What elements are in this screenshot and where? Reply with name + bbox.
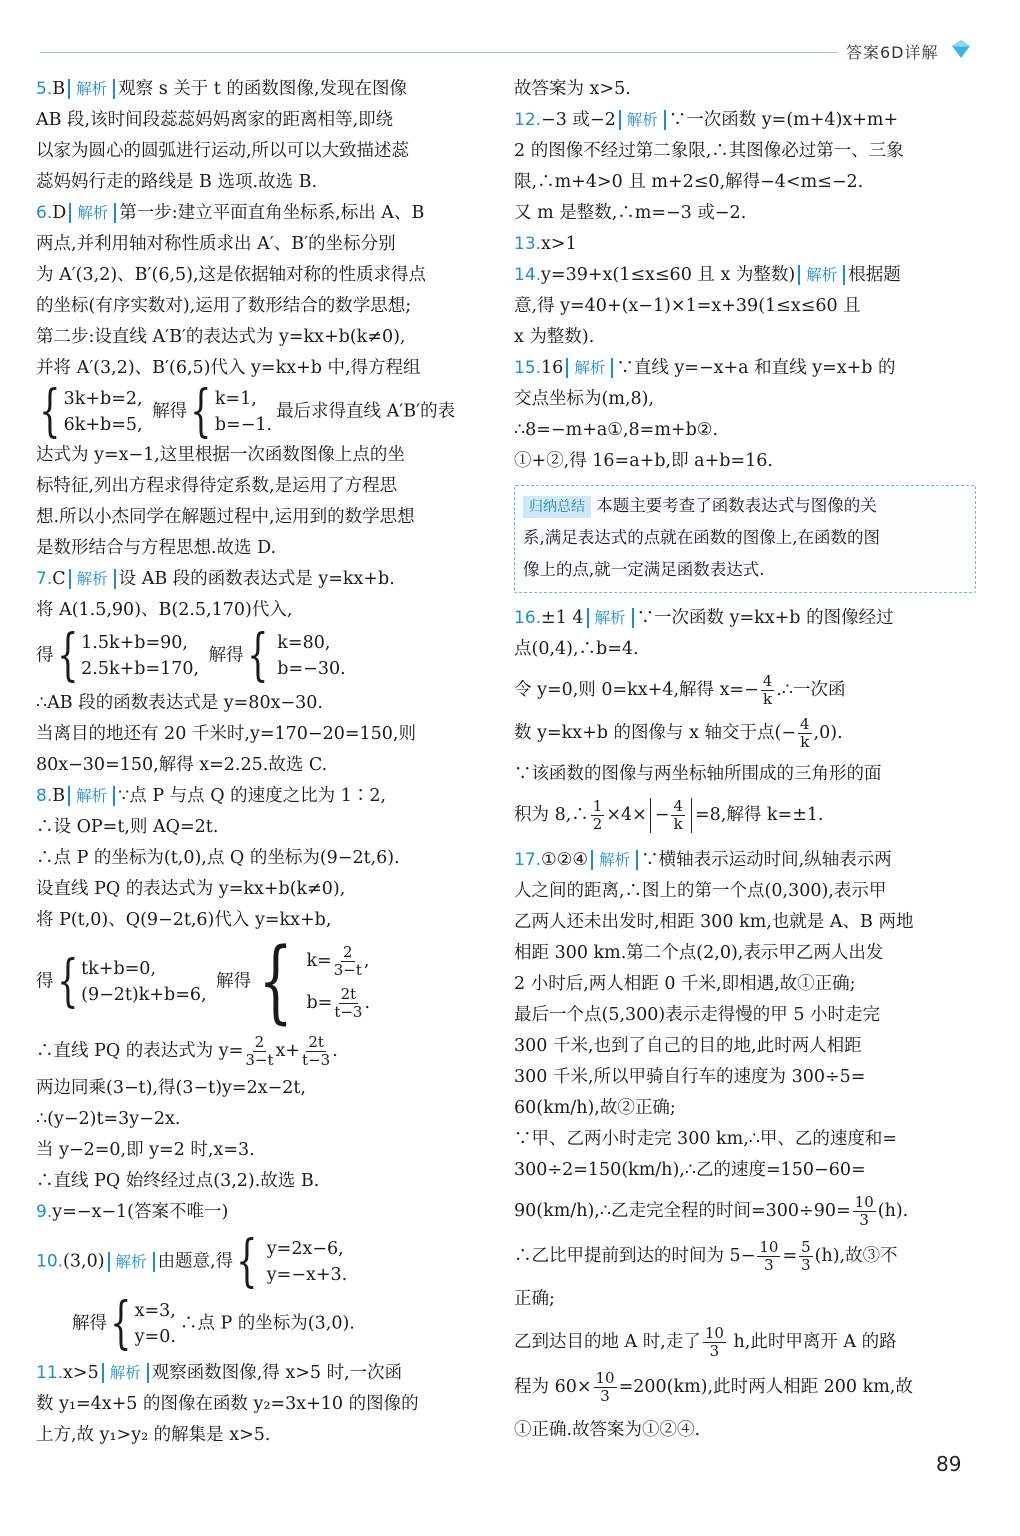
q8-line-expression: ∴直线 PQ 的表达式为 y= $\frac{2}{3-t}$ x+ $\frac{2t}{t-3}$ .	[36, 1033, 338, 1069]
question-number: 5.	[36, 79, 53, 99]
analysis-tag: 解析	[102, 1363, 149, 1383]
text-line: ∵甲、乙两小时走完 300 km,∴甲、乙的速度和=	[514, 1129, 898, 1149]
header-rule	[40, 52, 838, 53]
text-line: 300 千米,也到了自己的目的地,此时两人相距	[514, 1036, 862, 1056]
text-line: 将 A(1.5,90)、B(2.5,170)代入,	[36, 600, 293, 620]
text-line: 达式为 y=x−1,这里根据一次函数图像上点的坐	[36, 445, 405, 465]
text-line: 当离目的地还有 20 千米时,y=170−20=150,则	[36, 724, 416, 744]
summary-tag: 归纳总结	[523, 496, 591, 518]
text-line: 80x−30=150,解得 x=2.25.故选 C.	[36, 755, 328, 775]
question-number: 16.	[514, 608, 542, 628]
text-line: x 为整数).	[514, 327, 595, 347]
analysis-tag: 解析	[68, 79, 115, 99]
text-line: 17.①②④ 解析 ∵横轴表示运动时间,纵轴表示两	[514, 850, 892, 870]
text-line: 12.−3 或−2 解析 ∵一次函数 y=(m+4)x+m+	[514, 110, 899, 130]
analysis-tag: 解析	[566, 358, 613, 378]
text-line: 蕊妈妈行走的路线是 B 选项.故选 B.	[36, 172, 318, 192]
text-line: 是数形结合与方程思想.故选 D.	[36, 538, 277, 558]
analysis-tag: 解析	[69, 569, 116, 589]
text-line: 6.D 解析 第一步:建立平面直角坐标系,标出 A、B	[36, 203, 425, 223]
analysis-tag: 解析	[798, 265, 845, 285]
text-line: 两边同乘(3−t),得(3−t)y=2x−2t,	[36, 1078, 306, 1098]
analysis-tag: 解析	[591, 850, 638, 870]
text-line: 13.x>1	[514, 234, 577, 254]
text-line: 故答案为 x>5.	[514, 79, 631, 99]
q6-system-line: { 3k+b=2, 6k+b=5, 解得{ k=1, b=−1. 最后求得直线 A′B′的表	[39, 379, 456, 444]
text-line: 点(0,4),∴b=4.	[514, 639, 639, 659]
q7-system-line: 得{ 1.5k+b=90, 2.5k+b=170, 解得{ k=80, b=−30.	[36, 623, 346, 688]
right-column	[514, 74, 976, 1452]
text-line: 以家为圆心的圆弧进行运动,所以可以大致描述蕊	[36, 141, 410, 161]
question-number: 9.	[36, 1202, 53, 1222]
text-line: 并将 A′(3,2)、B′(6,5)代入 y=kx+b 中,得方程组	[36, 358, 421, 378]
text-line: 60(km/h),故②正确;	[514, 1098, 676, 1118]
q17-line-f: ①正确.故答案为①②④.	[514, 1420, 701, 1440]
text-line: 数 y₁=4x+5 的图像在函数 y₂=3x+10 的图像的	[36, 1394, 419, 1414]
text-line: ∴AB 段的函数表达式是 y=80x−30.	[36, 693, 323, 713]
analysis-tag: 解析	[69, 203, 116, 223]
left-column	[36, 74, 496, 1451]
q17-line-a: 90(km/h),∴乙走完全程的时间=300÷90= $\frac{10}{3}$ (h).	[514, 1193, 909, 1229]
summary-box: 归纳总结 本题主要考查了函数表达式与图像的关 系,满足表达式的点就在函数的图像上,在函数的图 像上的点,就一定满足函数表达式.	[514, 485, 976, 593]
q16-line-3: ∵该函数的图像与两坐标轴所围成的三角形的面	[514, 764, 882, 784]
text-line: ∴点 P 的坐标为(t,0),点 Q 的坐标为(9−2t,6).	[36, 848, 400, 868]
text-line: 15.16 解析 ∵直线 y=−x+a 和直线 y=x+b 的	[514, 358, 896, 378]
question-number: 7.	[36, 569, 53, 589]
text-line: 7.C 解析 设 AB 段的函数表达式是 y=kx+b.	[36, 569, 395, 589]
text-line: 标特征,列出方程求得待定系数,是运用了方程思	[36, 476, 398, 496]
analysis-tag: 解析	[587, 608, 634, 628]
text-line: 人之间的距离,∴图上的第一个点(0,300),表示甲	[514, 881, 887, 901]
question-number: 12.	[514, 110, 542, 130]
q17-line-c: 正确;	[514, 1289, 555, 1309]
text-line: ∴直线 PQ 始终经过点(3,2).故选 B.	[36, 1171, 320, 1191]
q17-line-b: ∴乙比甲提前到达的时间为 5− $\frac{10}{3}$ = $\frac{5}{3}$ (h),故③不	[514, 1238, 898, 1274]
text-line: 14.y=39+x(1≤x≤60 且 x 为整数) 解析 根据题	[514, 265, 901, 285]
text-line: 意,得 y=40+(x−1)×1=x+39(1≤x≤60 且	[514, 296, 861, 316]
text-line: 300÷2=150(km/h),∴乙的速度=150−60=	[514, 1160, 866, 1180]
page-number: 89	[936, 1452, 962, 1476]
q17-line-e: 程为 60× $\frac{10}{3}$ =200(km),此时两人相距 200 km,故	[514, 1369, 913, 1405]
text-line: 相距 300 km.第二个点(2,0),表示甲乙两人出发	[514, 943, 884, 963]
q17-line-d: 乙到达目的地 A 时,走了 $\frac{10}{3}$ h,此时甲离开 A 的路	[514, 1324, 897, 1360]
question-number: 13.	[514, 234, 542, 254]
question-number: 11.	[36, 1363, 64, 1383]
text-line: ∴设 OP=t,则 AQ=2t.	[36, 817, 219, 837]
question-number: 8.	[36, 786, 53, 806]
text-line: 当 y−2=0,即 y=2 时,x=3.	[36, 1140, 255, 1160]
q10-line: 10.(3,0) 解析 由题意,得{ y=2x−6, y=−x+3.	[36, 1229, 348, 1294]
text-line: 限,∴m+4>0 且 m+2≤0,解得−4<m≤−2.	[514, 172, 864, 192]
text-line: 想.所以小杰同学在解题过程中,运用到的数学思想	[36, 507, 415, 527]
text-line: 将 P(t,0)、Q(9−2t,6)代入 y=kx+b,	[36, 910, 332, 930]
question-number: 6.	[36, 203, 53, 223]
text-line: 又 m 是整数,∴m=−3 或−2.	[514, 203, 747, 223]
question-number: 14.	[514, 265, 542, 285]
text-line: ①+②,得 16=a+b,即 a+b=16.	[514, 451, 773, 471]
text-line: 9.y=−x−1(答案不唯一)	[36, 1202, 229, 1222]
header-title: 答案6D详解	[846, 43, 939, 62]
text-line: 最后一个点(5,300)表示走得慢的甲 5 小时走完	[514, 1005, 881, 1025]
q16-line-1: 令 y=0,则 0=kx+4,解得 x=− $\frac{4}{k}$ .∴一次函	[514, 672, 846, 708]
text-line: AB 段,该时间段蕊蕊妈妈离家的距离相等,即绕	[36, 110, 394, 130]
text-line: 两点,并利用轴对称性质求出 A′、B′的坐标分别	[36, 234, 396, 254]
text-line: 的坐标(有序实数对),运用了数形结合的数学思想;	[36, 296, 412, 316]
q8-system-line: 得{ tk+b=0, (9−2t)k+b=6, 解得{ k= $\frac{2}{3-t}$ , b= $\frac{2t}{t-3}$ .	[36, 929, 371, 1034]
text-line: 为 A′(3,2)、B′(6,5),这是依据轴对称的性质求得点	[36, 265, 427, 285]
text-line: 上方,故 y₁>y₂ 的解集是 x>5.	[36, 1425, 271, 1445]
text-line: 2 小时后,两人相距 0 千米,即相遇,故①正确;	[514, 974, 856, 994]
text-line: ∴(y−2)t=3y−2x.	[36, 1109, 181, 1129]
text-line: 300 千米,所以甲骑自行车的速度为 300÷5=	[514, 1067, 866, 1087]
text-line: 交点坐标为(m,8),	[514, 389, 655, 409]
gem-icon	[950, 38, 972, 60]
text-line: 2 的图像不经过第二象限,∴其图像必过第一、三象	[514, 141, 904, 161]
text-line: 5.B 解析 观察 s 关于 t 的函数图像,发现在图像	[36, 79, 407, 99]
text-line: 设直线 PQ 的表达式为 y=kx+b(k≠0),	[36, 879, 346, 899]
analysis-tag: 解析	[68, 786, 115, 806]
q16-line-2: 数 y=kx+b 的图像与 x 轴交于点(− $\frac{4}{k}$ ,0).	[514, 715, 843, 751]
question-number: 17.	[514, 850, 542, 870]
text-line: 第二步:设直线 A′B′的表达式为 y=kx+b(k≠0),	[36, 327, 406, 347]
q10-solution: 解得{ x=3, y=0. ∴点 P 的坐标为(3,0).	[72, 1291, 355, 1356]
text-line: 11.x>5 解析 观察函数图像,得 x>5 时,一次函	[36, 1363, 403, 1383]
text-line: 8.B 解析 ∵点 P 与点 Q 的速度之比为 1∶2,	[36, 786, 387, 806]
analysis-tag: 解析	[619, 110, 666, 130]
text-line: 乙两人还未出发时,相距 300 km,也就是 A、B 两地	[514, 912, 914, 932]
text-line: 16.±1 4 解析 ∵一次函数 y=kx+b 的图像经过	[514, 608, 894, 628]
q16-line-4: 积为 8,∴ $\frac{1}{2}$ ×4× − $\frac{4}{k}$ =8,解得 k=±1.	[514, 797, 824, 833]
question-number: 15.	[514, 358, 542, 378]
text-line: ∴8=−m+a①,8=m+b②.	[514, 420, 719, 440]
